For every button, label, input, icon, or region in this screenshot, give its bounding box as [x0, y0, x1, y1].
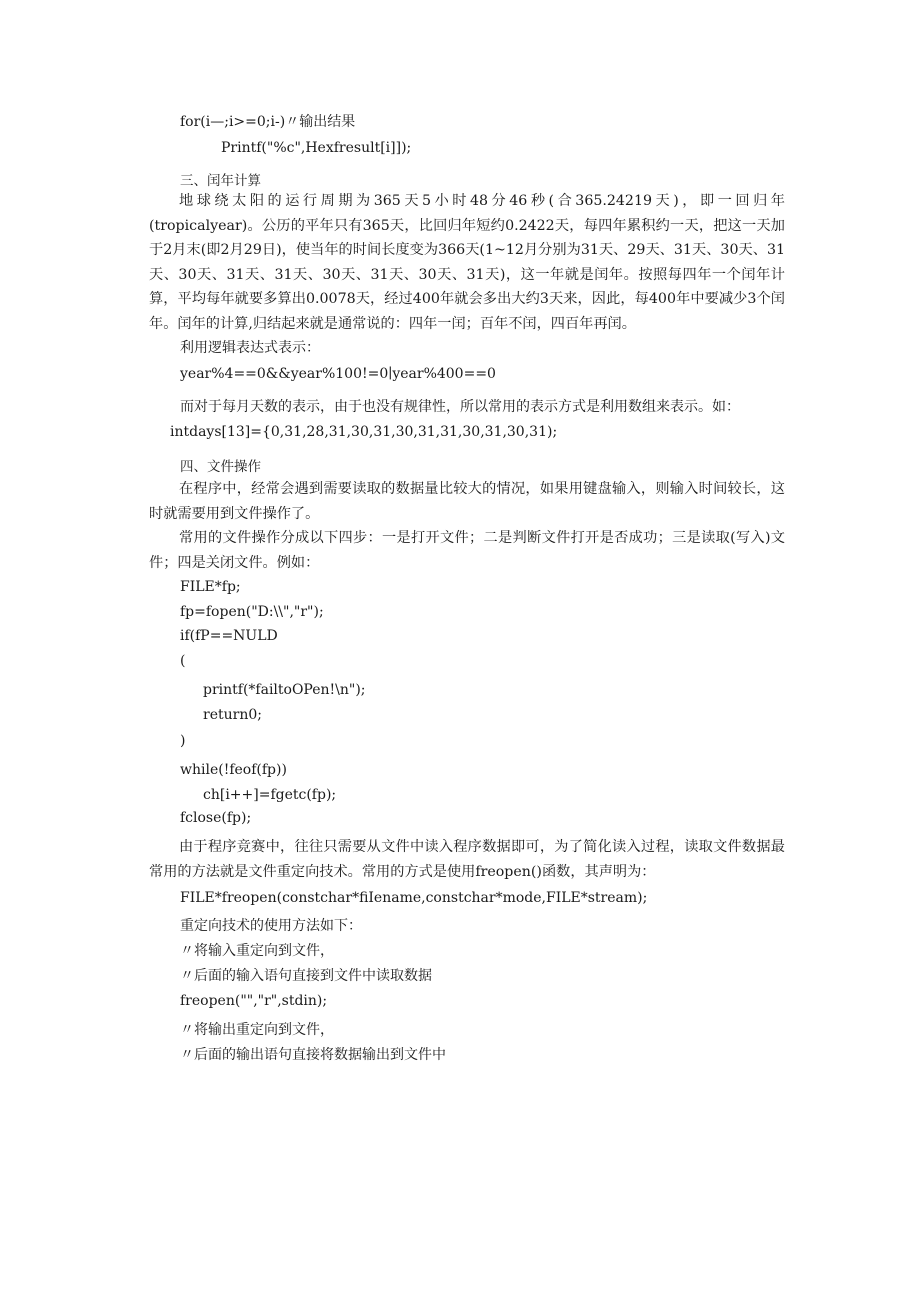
code-line: ) — [180, 733, 186, 749]
paragraph: 地球绕太阳的运行周期为365天5小时48分46秒(合365.24219天)，即一回归年(tropicalyear)。公历的平年只有365天，比回归年短约0.2422天，每四年累积约一天，把这一天加于2月末(即2月29日)，使当年的时间长度变为366天(1~12月分别为31天、29天、31天、30天、31天、30天、31天、31天、30天、31天、30天、31天)，这一年就是闰年。按照每四年一个闰年计算，平均每年就要多算出0.0078天，经过400年就会多出大约3天来，因此，每400年中要减少3个闰年。闰年的计算,归结起来就是通常说的：四年一闰；百年不闰，四百年再闰。 — [149, 193, 785, 332]
code-line: while(!feof(fp)) — [180, 762, 287, 778]
code-line: fclose(fp); — [180, 810, 252, 826]
code-line: FILE*freopen(constchar*fiIename,constchar*mode,FILE*stream); — [180, 890, 648, 906]
code-line: intdays[13]={0,31,28,31,30,31,30,31,31,30,31,30,31); — [170, 424, 558, 440]
code-line: Printf("%c",Hexfresult[i]]); — [221, 140, 412, 156]
paragraph: 常用的文件操作分成以下四步：一是打开文件；二是判断文件打开是否成功；三是读取(写入)文件；四是关闭文件。例如： — [149, 530, 785, 571]
section-heading-file-ops: 四、文件操作 — [180, 459, 261, 475]
code-comment: 〃将输入重定向到文件， — [180, 943, 334, 959]
code-line: printf(*failtoOPen!\n"); — [203, 682, 366, 698]
code-line: ( — [180, 653, 186, 669]
paragraph: 重定向技术的使用方法如下： — [180, 918, 362, 934]
code-line: for(i—;i>=0;i-)〃输出结果 — [180, 114, 356, 130]
paragraph: 利用逻辑表达式表示： — [180, 340, 320, 356]
code-line: fp=fopen("D:\\","r"); — [180, 604, 324, 620]
code-comment: 〃后面的输出语句直接将数据输出到文件中 — [180, 1047, 446, 1063]
paragraph: 而对于每月天数的表示，由于也没有规律性，所以常用的表示方式是利用数组来表示。如： — [180, 399, 740, 415]
code-line: ch[i++]=fgetc(fp); — [203, 787, 337, 803]
code-line: return0; — [203, 707, 262, 723]
paragraph: 由于程序竞赛中，往往只需要从文件中读入程序数据即可，为了简化读入过程，读取文件数据最常用的方法就是文件重定向技术。常用的方式是使用freopen()函数，其声明为： — [149, 839, 785, 880]
code-comment: 〃将输出重定向到文件， — [180, 1022, 334, 1038]
code-line: if(fP==NULD — [180, 628, 278, 644]
code-line: FILE*fp; — [180, 579, 241, 595]
section-heading-leap-year: 三、闰年计算 — [180, 173, 261, 189]
paragraph: 在程序中，经常会遇到需要读取的数据量比较大的情况，如果用键盘输入，则输入时间较长，这时就需要用到文件操作了。 — [149, 481, 785, 522]
logic-expression: year%4==0&&year%100!=0∣year%400==0 — [180, 366, 496, 382]
code-comment: 〃后面的输入语句直接到文件中读取数据 — [180, 968, 432, 984]
code-line: freopen("","r",stdin); — [180, 993, 328, 1009]
